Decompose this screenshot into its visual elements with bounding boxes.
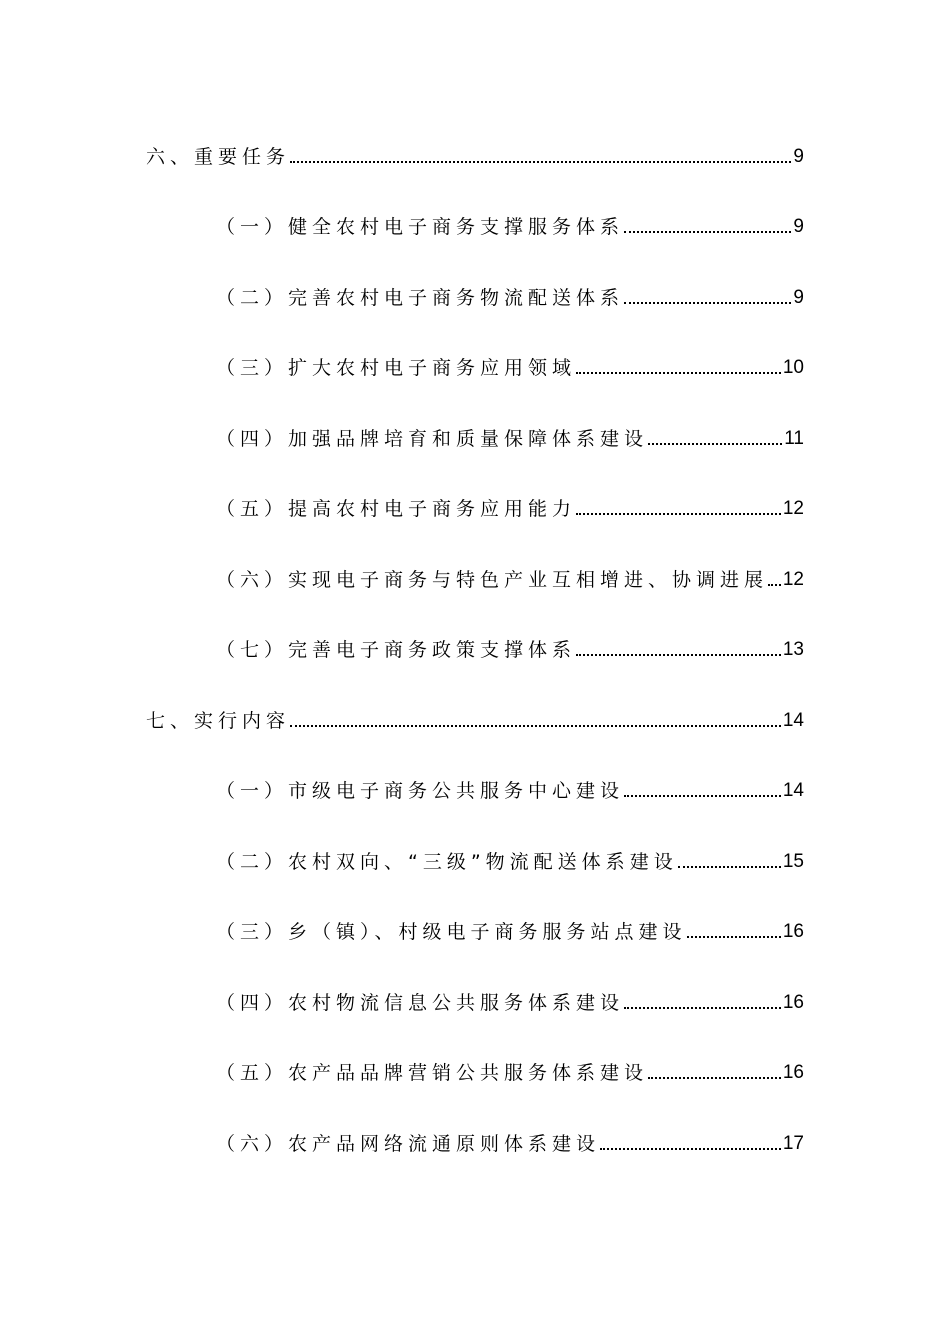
toc-entry-title: （七）完善电子商务政策支撑体系 [216, 639, 577, 661]
toc-entry-6-7[interactable] [216, 631, 804, 661]
toc-dot-leader [576, 654, 781, 656]
toc-dot-leader [687, 936, 781, 938]
toc-page-number: 12 [782, 498, 804, 519]
toc-entry-7-5[interactable] [216, 1054, 804, 1084]
toc-entry-section-6[interactable] [146, 138, 804, 168]
toc-entry-6-5[interactable] [216, 490, 804, 520]
toc-entry-7-3[interactable] [216, 913, 804, 943]
toc-entry-title: （六）实现电子商务与特色产业互相增进、协调进展 [216, 569, 769, 591]
toc-entry-6-3[interactable] [216, 349, 804, 379]
toc-page-number: 16 [782, 1062, 804, 1083]
toc-dot-leader [678, 866, 781, 868]
toc-page-number: 9 [793, 216, 804, 237]
toc-entry-title: （一）健全农村电子商务支撑服务体系 [216, 216, 625, 238]
toc-entry-6-2[interactable] [216, 279, 804, 309]
toc-dot-leader [624, 795, 781, 797]
toc-entry-6-4[interactable] [216, 420, 804, 450]
toc-dot-leader [648, 443, 782, 445]
toc-dot-leader [290, 161, 791, 163]
toc-entry-7-6[interactable] [216, 1125, 804, 1155]
toc-entry-6-6[interactable] [216, 561, 804, 591]
toc-entry-section-7[interactable] [146, 702, 804, 732]
toc-entry-title: （二）农村双向、“三级”物流配送体系建设 [216, 851, 678, 873]
toc-entry-7-1[interactable] [216, 772, 804, 802]
toc-page-number: 16 [782, 992, 804, 1013]
toc-entry-7-4[interactable] [216, 984, 804, 1014]
toc-page-number: 13 [782, 639, 804, 660]
toc-page-number: 17 [782, 1133, 804, 1154]
toc-dot-leader [768, 584, 781, 586]
toc-entry-title: （二）完善农村电子商务物流配送体系 [216, 287, 625, 309]
toc-page-number: 15 [782, 851, 804, 872]
toc-page-number: 14 [782, 710, 804, 731]
toc-entry-title: （一）市级电子商务公共服务中心建设 [216, 780, 625, 802]
toc-entry-title: （五）提高农村电子商务应用能力 [216, 498, 577, 520]
toc-entry-title: 六、重要任务 [146, 146, 291, 168]
toc-dot-leader [576, 513, 781, 515]
toc-page-number: 16 [782, 921, 804, 942]
toc-entry-7-2[interactable] [216, 843, 804, 873]
toc-dot-leader [624, 302, 791, 304]
toc-entry-title: （三）扩大农村电子商务应用领域 [216, 357, 577, 379]
toc-dot-leader [624, 231, 791, 233]
toc-dot-leader [648, 1077, 781, 1079]
toc-page-number: 11 [784, 428, 804, 449]
toc-page-number: 12 [782, 569, 804, 590]
toc-dot-leader [290, 725, 781, 727]
toc-entry-title: （三）乡（镇）、村级电子商务服务站点建设 [216, 921, 687, 943]
toc-entry-title: （五）农产品品牌营销公共服务体系建设 [216, 1062, 649, 1084]
toc-page-number: 9 [793, 287, 804, 308]
toc-page-number: 14 [782, 780, 804, 801]
toc-dot-leader [600, 1148, 781, 1150]
toc-entry-6-1[interactable] [216, 208, 804, 238]
toc-entry-title: 七、实行内容 [146, 710, 291, 732]
toc-entry-title: （六）农产品网络流通原则体系建设 [216, 1133, 601, 1155]
toc-dot-leader [576, 372, 781, 374]
toc-dot-leader [624, 1007, 781, 1009]
toc-entry-title: （四）加强品牌培育和质量保障体系建设 [216, 428, 649, 450]
toc-page-number: 10 [782, 357, 804, 378]
toc-entry-title: （四）农村物流信息公共服务体系建设 [216, 992, 625, 1014]
toc-page-number: 9 [793, 146, 804, 167]
